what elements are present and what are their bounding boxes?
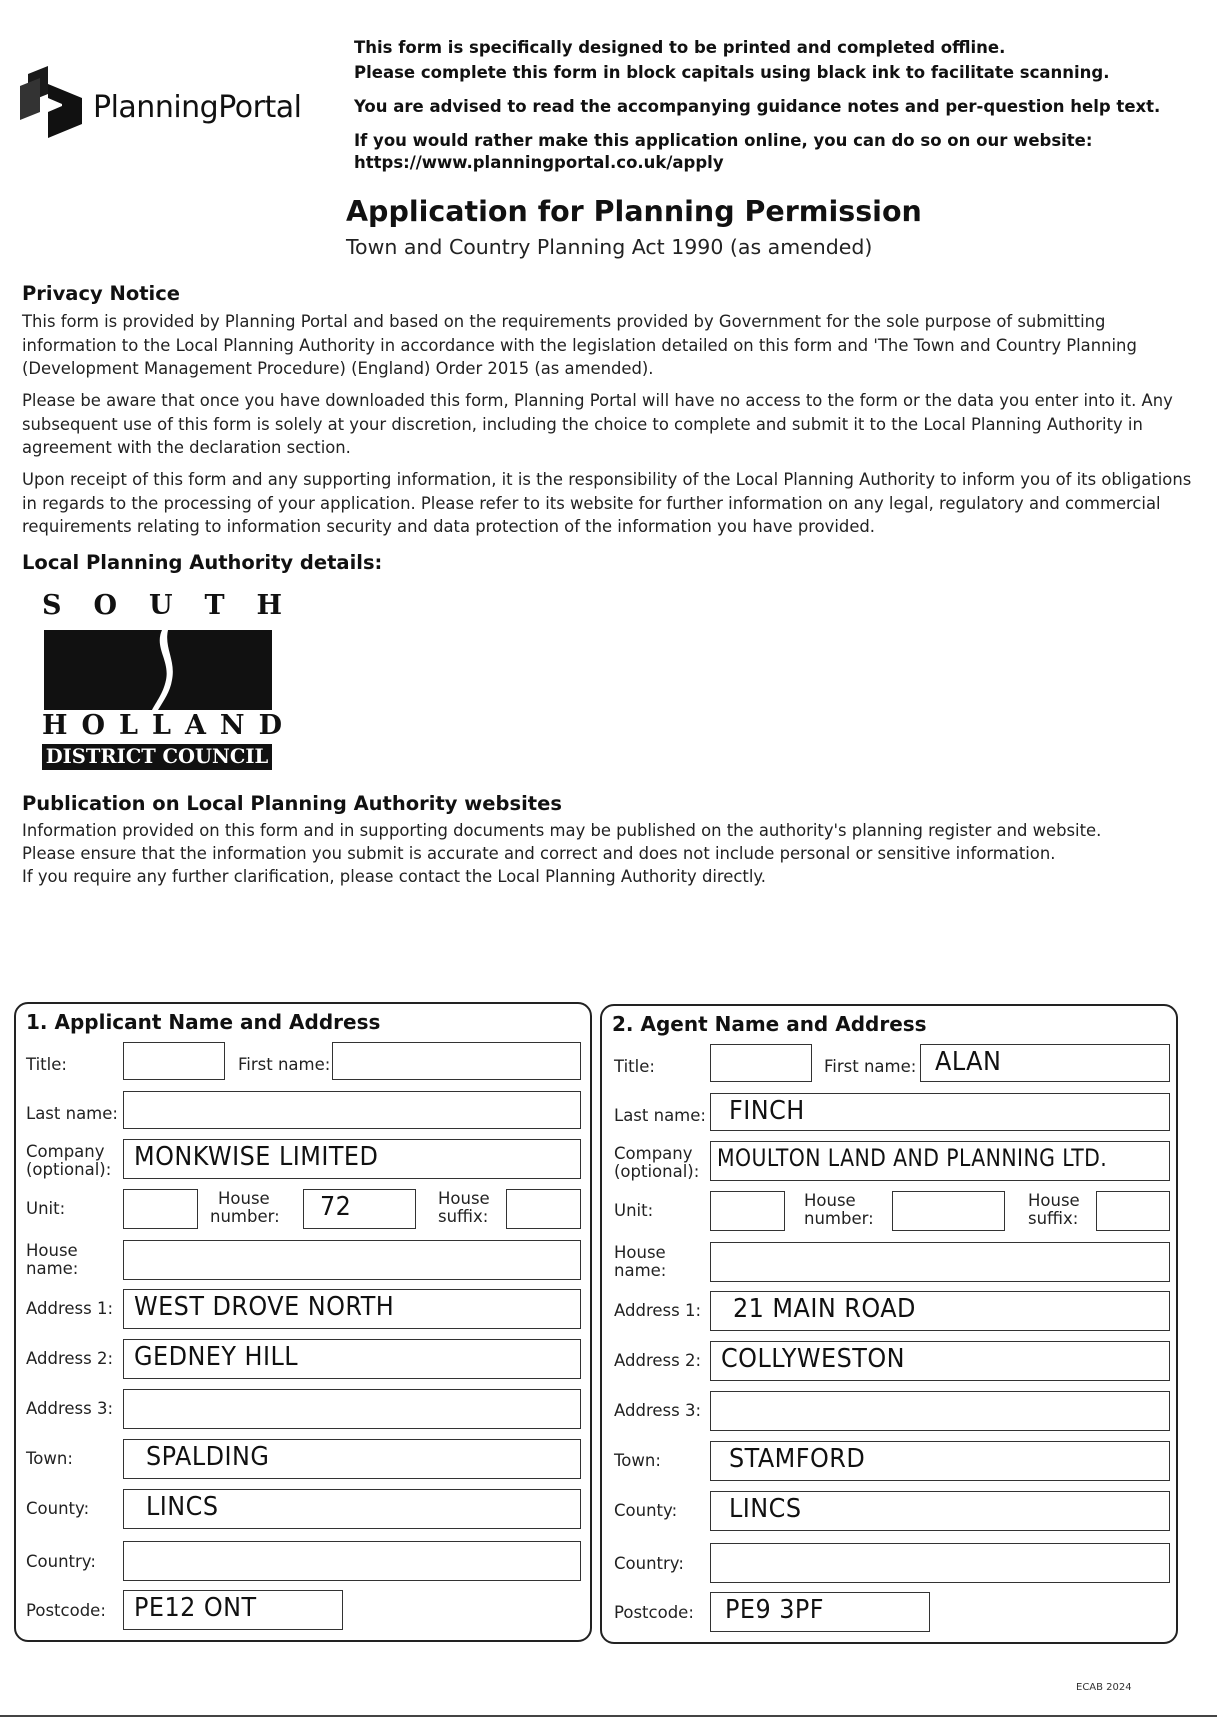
agent-first-name-field[interactable]: ALAN — [920, 1044, 1170, 1082]
agent-town-field[interactable]: STAMFORD — [710, 1441, 1170, 1481]
agent-panel — [600, 1004, 1178, 1644]
label-house: House — [804, 1191, 856, 1210]
agent-address-1-field[interactable]: 21 MAIN ROAD — [710, 1291, 1170, 1331]
applicant-county-field[interactable]: LINCS — [123, 1489, 581, 1529]
privacy-heading: Privacy Notice — [22, 282, 181, 305]
label-unit: Unit: — [26, 1199, 66, 1218]
south-holland-logo — [42, 590, 282, 768]
logo-bottom-word: H O L L A N D — [42, 710, 282, 741]
applicant-address-3-field[interactable] — [123, 1389, 581, 1429]
label-first-name: First name: — [824, 1057, 917, 1076]
applicant-title-field[interactable] — [123, 1042, 225, 1080]
label-town: Town: — [614, 1451, 661, 1470]
agent-company-field[interactable]: MOULTON LAND AND PLANNING LTD. — [710, 1141, 1170, 1181]
label-house-3: House — [26, 1241, 78, 1260]
label-postcode: Postcode: — [26, 1601, 106, 1620]
applicant-house-number-field[interactable]: 72 — [303, 1189, 416, 1229]
agent-county-field[interactable]: LINCS — [710, 1491, 1170, 1531]
label-address-3: Address 3: — [26, 1399, 114, 1418]
label-house-2: House — [1028, 1191, 1080, 1210]
label-country: Country: — [614, 1554, 684, 1573]
agent-country-field[interactable] — [710, 1543, 1170, 1583]
privacy-paragraph-2: Please be aware that once you have downloaded this form, Planning Portal will have no access to the form or the data you enter into it. Any subsequent use of this form is solely at your discretion, including the choice to complete and submit it to the Local Planning Authority in agreement with the declaration section. — [22, 391, 1173, 457]
label-company-optional: (optional): — [26, 1160, 112, 1179]
label-county: County: — [614, 1501, 678, 1520]
instruction-url[interactable]: https://www.planningportal.co.uk/apply — [354, 153, 724, 172]
label-house-suffix: suffix: — [438, 1207, 489, 1226]
label-address-3: Address 3: — [614, 1401, 702, 1420]
publication-heading: Publication on Local Planning Authority websites — [22, 792, 562, 815]
label-house-suffix: suffix: — [1028, 1209, 1079, 1228]
logo-river-block — [44, 630, 272, 710]
planning-portal-logo-icon — [18, 64, 84, 140]
label-house-2: House — [438, 1189, 490, 1208]
footer-code: ECAB 2024 — [1076, 1682, 1132, 1693]
logo-top-word: S O U T H — [42, 590, 282, 621]
applicant-house-suffix-field[interactable] — [506, 1189, 581, 1229]
label-title: Title: — [614, 1057, 655, 1076]
publication-line-1: Information provided on this form and in supporting documents may be published on the authority's planning register and website. — [22, 821, 1102, 840]
instruction-line-4: If you would rather make this application online, you can do so on our website: — [354, 131, 1093, 150]
agent-house-suffix-field[interactable] — [1096, 1191, 1170, 1231]
privacy-paragraph-3: Upon receipt of this form and any supporting information, it is the responsibility of the Local Planning Authority to inform you of its obligations in regards to the processing of your application. Please refer to its website for further information on any legal, regulatory and commercial requirements relating to information security and data protection of the information you have provided. — [22, 470, 1192, 536]
agent-address-2-field[interactable]: COLLYWESTON — [710, 1341, 1170, 1381]
label-house: House — [218, 1189, 270, 1208]
label-county: County: — [26, 1499, 90, 1518]
label-company-optional: (optional): — [614, 1162, 700, 1181]
label-town: Town: — [26, 1449, 73, 1468]
label-house-number: number: — [210, 1207, 280, 1226]
label-first-name: First name: — [238, 1055, 331, 1074]
applicant-house-name-field[interactable] — [123, 1240, 581, 1280]
applicant-postcode-field[interactable]: PE12 ONT — [123, 1590, 343, 1630]
instruction-line-2: Please complete this form in block capitals using black ink to facilitate scanning. — [354, 63, 1110, 82]
agent-title-field[interactable] — [710, 1044, 812, 1082]
agent-heading: 2. Agent Name and Address — [612, 1012, 927, 1036]
applicant-address-2-field[interactable]: GEDNEY HILL — [123, 1339, 581, 1379]
planning-portal-logo — [18, 64, 308, 144]
logo-district-council: DISTRICT COUNCIL — [42, 744, 272, 770]
applicant-first-name-field[interactable] — [332, 1042, 581, 1080]
agent-last-name-field[interactable]: FINCH — [710, 1093, 1170, 1131]
agent-house-number-field[interactable] — [892, 1191, 1005, 1231]
label-address-1: Address 1: — [614, 1301, 702, 1320]
label-house-3: House — [614, 1243, 666, 1262]
agent-address-3-field[interactable] — [710, 1391, 1170, 1431]
label-address-2: Address 2: — [614, 1351, 702, 1370]
applicant-company-field[interactable]: MONKWISE LIMITED — [123, 1139, 581, 1179]
publication-line-3: If you require any further clarification, please contact the Local Planning Authority directly. — [22, 867, 766, 886]
publication-line-2: Please ensure that the information you submit is accurate and correct and does not include personal or sensitive information. — [22, 844, 1056, 863]
instruction-line-3: You are advised to read the accompanying guidance notes and per-question help text. — [354, 97, 1161, 116]
applicant-last-name-field[interactable] — [123, 1091, 581, 1129]
footer-divider — [0, 1715, 1217, 1717]
label-house-name: name: — [614, 1261, 667, 1280]
label-title: Title: — [26, 1055, 67, 1074]
applicant-unit-field[interactable] — [123, 1189, 198, 1229]
label-address-1: Address 1: — [26, 1299, 114, 1318]
agent-unit-field[interactable] — [710, 1191, 785, 1231]
applicant-address-1-field[interactable]: WEST DROVE NORTH — [123, 1289, 581, 1329]
logo-text: PlanningPortal — [93, 90, 302, 125]
applicant-country-field[interactable] — [123, 1541, 581, 1581]
label-last-name: Last name: — [614, 1106, 706, 1125]
applicant-heading: 1. Applicant Name and Address — [26, 1010, 381, 1034]
label-unit: Unit: — [614, 1201, 654, 1220]
label-country: Country: — [26, 1552, 96, 1571]
lpa-heading: Local Planning Authority details: — [22, 551, 383, 574]
label-company: Company — [614, 1144, 693, 1163]
privacy-paragraph-1: This form is provided by Planning Portal and based on the requirements provided by Government for the sole purpose of submitting information to the Local Planning Authority in accordance with the legislation detailed on this form and 'The Town and Country Planning (Development Management Procedure) (England) Order 2015 (as amended). — [22, 312, 1137, 378]
label-postcode: Postcode: — [614, 1603, 694, 1622]
page-subtitle: Town and Country Planning Act 1990 (as amended) — [346, 235, 873, 259]
label-company: Company — [26, 1142, 105, 1161]
page-title: Application for Planning Permission — [346, 195, 922, 228]
instruction-line-1: This form is specifically designed to be printed and completed offline. — [354, 38, 1006, 57]
label-address-2: Address 2: — [26, 1349, 114, 1368]
label-last-name: Last name: — [26, 1104, 118, 1123]
applicant-panel — [14, 1002, 592, 1642]
agent-postcode-field[interactable]: PE9 3PF — [710, 1592, 930, 1632]
label-house-name: name: — [26, 1259, 79, 1278]
agent-house-name-field[interactable] — [710, 1242, 1170, 1282]
applicant-town-field[interactable]: SPALDING — [123, 1439, 581, 1479]
label-house-number: number: — [804, 1209, 874, 1228]
